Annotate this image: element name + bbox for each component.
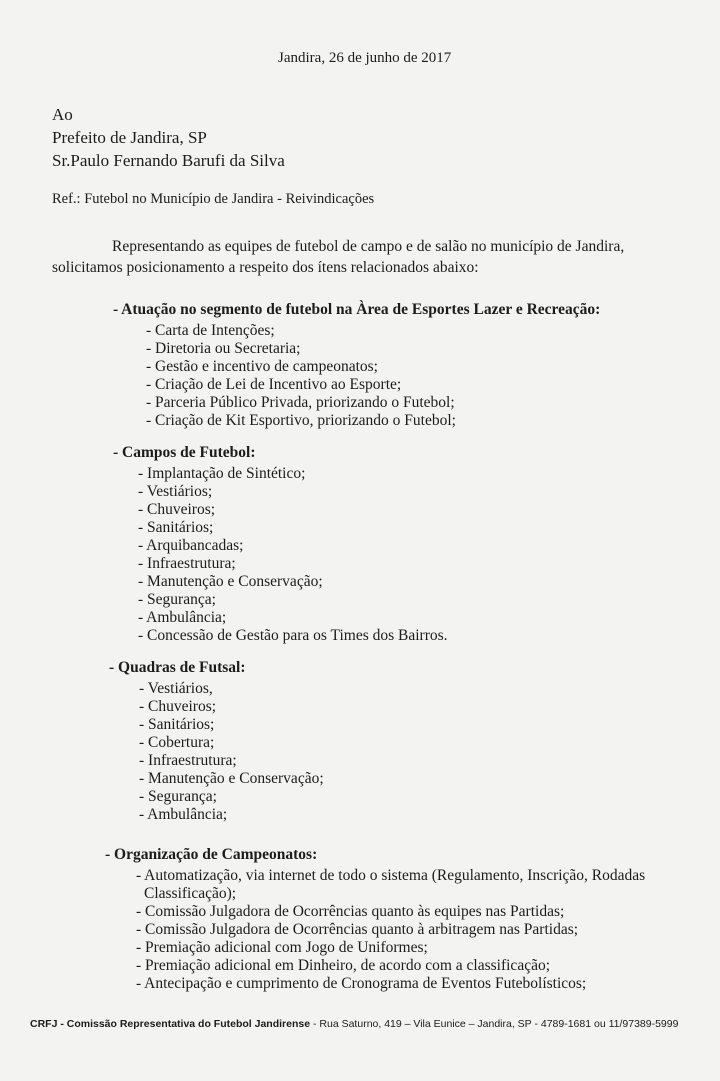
recipient-title: Prefeito de Jandira, SP [52,128,207,147]
section-campos [113,444,448,645]
list-item: - Manutenção e Conservação; [138,573,323,590]
list-item-text: - Automatização, via internet de todo o sistema (Regulamento, Inscrição, Rodadas [136,867,646,884]
list-item: - Arquibancadas; [138,537,244,554]
list-item: - Carta de Intenções; [146,322,275,339]
section-title: - Organização de Campeonatos: [105,846,318,863]
list-item: - Sanitários; [138,519,214,536]
recipient-name: Sr.Paulo Fernando Barufi da Silva [52,151,285,170]
list-item: - Concessão de Gestão para os Times dos Bairros. [138,627,448,644]
list-item: - Comissão Julgadora de Ocorrências quanto às equipes nas Partidas; [136,903,565,920]
section-quadras [109,659,324,824]
list-item: - Infraestrutura; [139,752,237,769]
list-item: - Segurança; [139,788,217,805]
list-item: - Infraestrutura; [138,555,236,572]
list-item: - Criação de Lei de Incentivo ao Esporte; [146,376,402,393]
footer-address: - Rua Saturno, 419 – Vila Eunice – Jandira, SP [313,1018,532,1030]
list-item [136,867,720,903]
list-item: - Parceria Público Privada, priorizando o Futebol; [146,394,455,411]
list-item-continuation: Classificação); [144,885,237,902]
section-atuacao [113,301,600,430]
list-item: - Diretoria ou Secretaria; [146,340,301,357]
footer-organization: CRFJ - Comissão Representativa do Futebol Jandirense [30,1018,311,1030]
footer-phones: - 4789-1681 ou 11/97389-5999 [534,1018,679,1030]
list-item: - Premiação adicional com Jogo de Uniformes; [136,939,428,956]
intro-line-2: solicitamos posicionamento a respeito dos ítens relacionados abaixo: [52,259,479,276]
letter-footer [30,1018,720,1030]
list-item: - Comissão Julgadora de Ocorrências quanto à arbitragem nas Partidas; [136,921,579,938]
section-title: - Quadras de Futsal: [109,659,246,676]
list-item: - Ambulância; [139,806,228,823]
recipient-block [52,103,285,172]
section-title: - Atuação no segmento de futebol na Àrea de Esportes Lazer e Recreação: [113,301,601,318]
list-item: - Vestiários, [139,680,213,697]
letter-date: Jandira, 26 de junho de 2017 [278,50,452,66]
list-item: - Chuveiros; [138,501,216,518]
intro-paragraph [52,236,720,278]
list-item: - Segurança; [138,591,216,608]
list-item: - Ambulância; [138,609,227,626]
intro-line-1: Representando as equipes de futebol de campo e de salão no município de Jandira, [112,238,625,255]
reference-line: Ref.: Futebol no Município de Jandira - Reivindicações [52,191,375,207]
section-title: - Campos de Futebol: [113,444,256,461]
recipient-salutation: Ao [52,105,73,124]
list-item: - Criação de Kit Esportivo, priorizando o Futebol; [146,412,456,429]
list-item: - Sanitários; [139,716,215,733]
list-item: - Gestão e incentivo de campeonatos; [146,358,378,375]
list-item: - Antecipação e cumprimento de Cronograma de Eventos Futebolísticos; [136,975,587,992]
list-item: - Implantação de Sintético; [138,465,306,482]
section-campeonatos [105,846,720,993]
list-item: - Manutenção e Conservação; [139,770,324,787]
list-item: - Chuveiros; [139,698,217,715]
list-item: - Premiação adicional em Dinheiro, de acordo com a classificação; [136,957,551,974]
list-item: - Vestiários; [138,483,213,500]
list-item: - Cobertura; [139,734,215,751]
